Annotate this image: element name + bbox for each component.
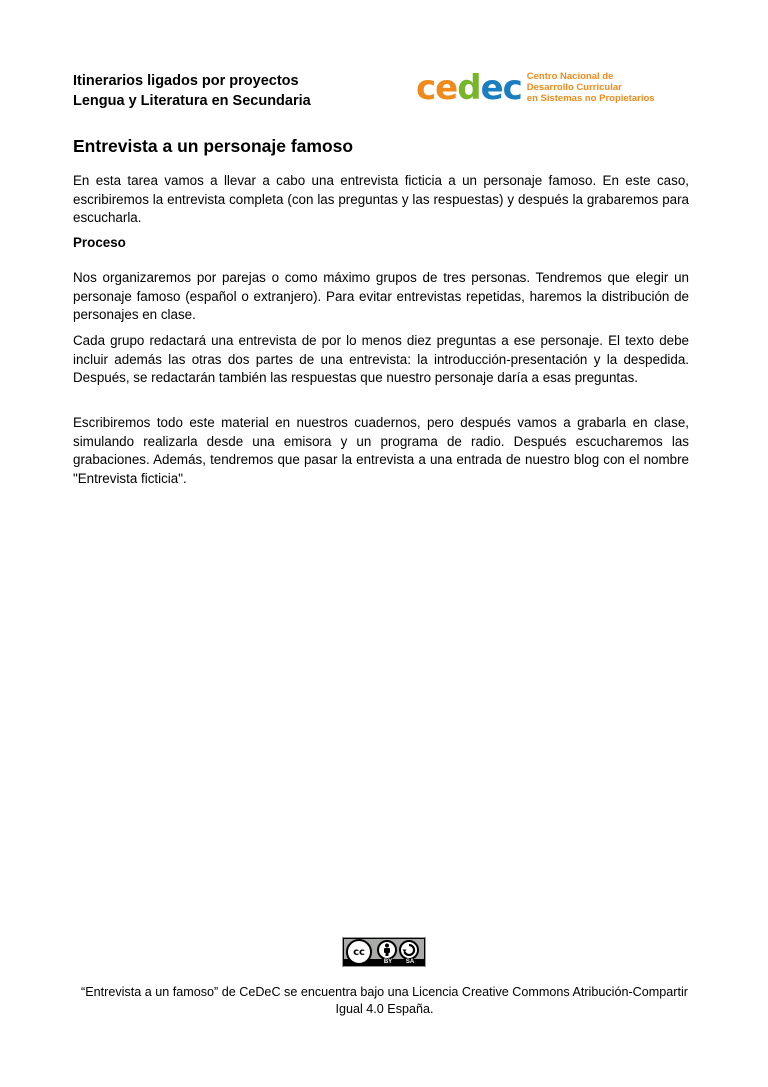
header-line-2: Lengua y Literatura en Secundaria xyxy=(73,93,311,109)
share-alike-arrow-icon xyxy=(402,943,416,957)
person-icon xyxy=(381,943,393,957)
logo-letter-e1: e xyxy=(435,68,458,108)
logo-sub-line-1: Centro Nacional de xyxy=(526,71,614,82)
logo-sub-line-3: en Sistemas no Propietarios xyxy=(526,93,655,104)
logo-sub-line-2: Desarrollo Curricular xyxy=(526,82,622,93)
license-footer xyxy=(73,984,696,1018)
logo-letter-e2: e xyxy=(480,68,503,108)
by-label: BY xyxy=(383,959,393,965)
header-line-1: Itinerarios ligados por proyectos xyxy=(73,73,299,89)
cedec-wordmark xyxy=(416,70,522,106)
share-alike-icon xyxy=(399,940,419,960)
creative-commons-badge[interactable] xyxy=(342,937,426,967)
section-heading-proceso: Proceso xyxy=(73,235,126,250)
footer-line-2: Igual 4.0 España. xyxy=(335,1002,434,1016)
paragraph-organization: Nos organizaremos por parejas o como máximo grupos de tres personas. Tendremos que elegir un personaje famoso (español o extranjero). Para evitar entrevistas repetidas, haremos la distribución de personajes en clase. xyxy=(73,270,689,322)
footer-line-1: “Entrevista a un famoso” de CeDeC se encuentra bajo una Licencia Creative Commons Atribución-Compartir xyxy=(81,985,688,999)
cedec-subtitle xyxy=(527,71,655,104)
cedec-logo xyxy=(416,68,655,108)
paragraph-writing: Cada grupo redactará una entrevista de por lo menos diez preguntas a ese personaje. El texto debe incluir además las otras dos partes de una entrevista: la introducción-presentación y la despedida. Después, se redactarán también las respuestas que nuestro personaje daría a esas preguntas. xyxy=(73,333,689,385)
logo-letter-c2: c xyxy=(502,68,522,108)
attribution-icon xyxy=(377,940,397,960)
document-header xyxy=(73,71,311,111)
cc-icon: cc xyxy=(346,939,372,965)
badge-labels xyxy=(377,959,421,965)
page-title: Entrevista a un personaje famoso xyxy=(73,136,354,156)
logo-letter-c1: c xyxy=(416,68,436,108)
intro-paragraph: En esta tarea vamos a llevar a cabo una entrevista ficticia a un personaje famoso. En este caso, escribiremos la entrevista completa (con las preguntas y las respuestas) y después la grabaremos para escucharla. xyxy=(73,173,689,225)
paragraph-recording: Escribiremos todo este material en nuestros cuadernos, pero después vamos a grabarla en clase, simulando realizarla desde una emisora y un programa de radio. Después escucharemos las grabaciones. Además, tendremos que pasar la entrevista a una entrada de nuestro blog con el nombre "Entrevista ficticia". xyxy=(73,415,689,486)
sa-label: SA xyxy=(405,959,415,965)
logo-letter-d: d xyxy=(457,68,481,108)
